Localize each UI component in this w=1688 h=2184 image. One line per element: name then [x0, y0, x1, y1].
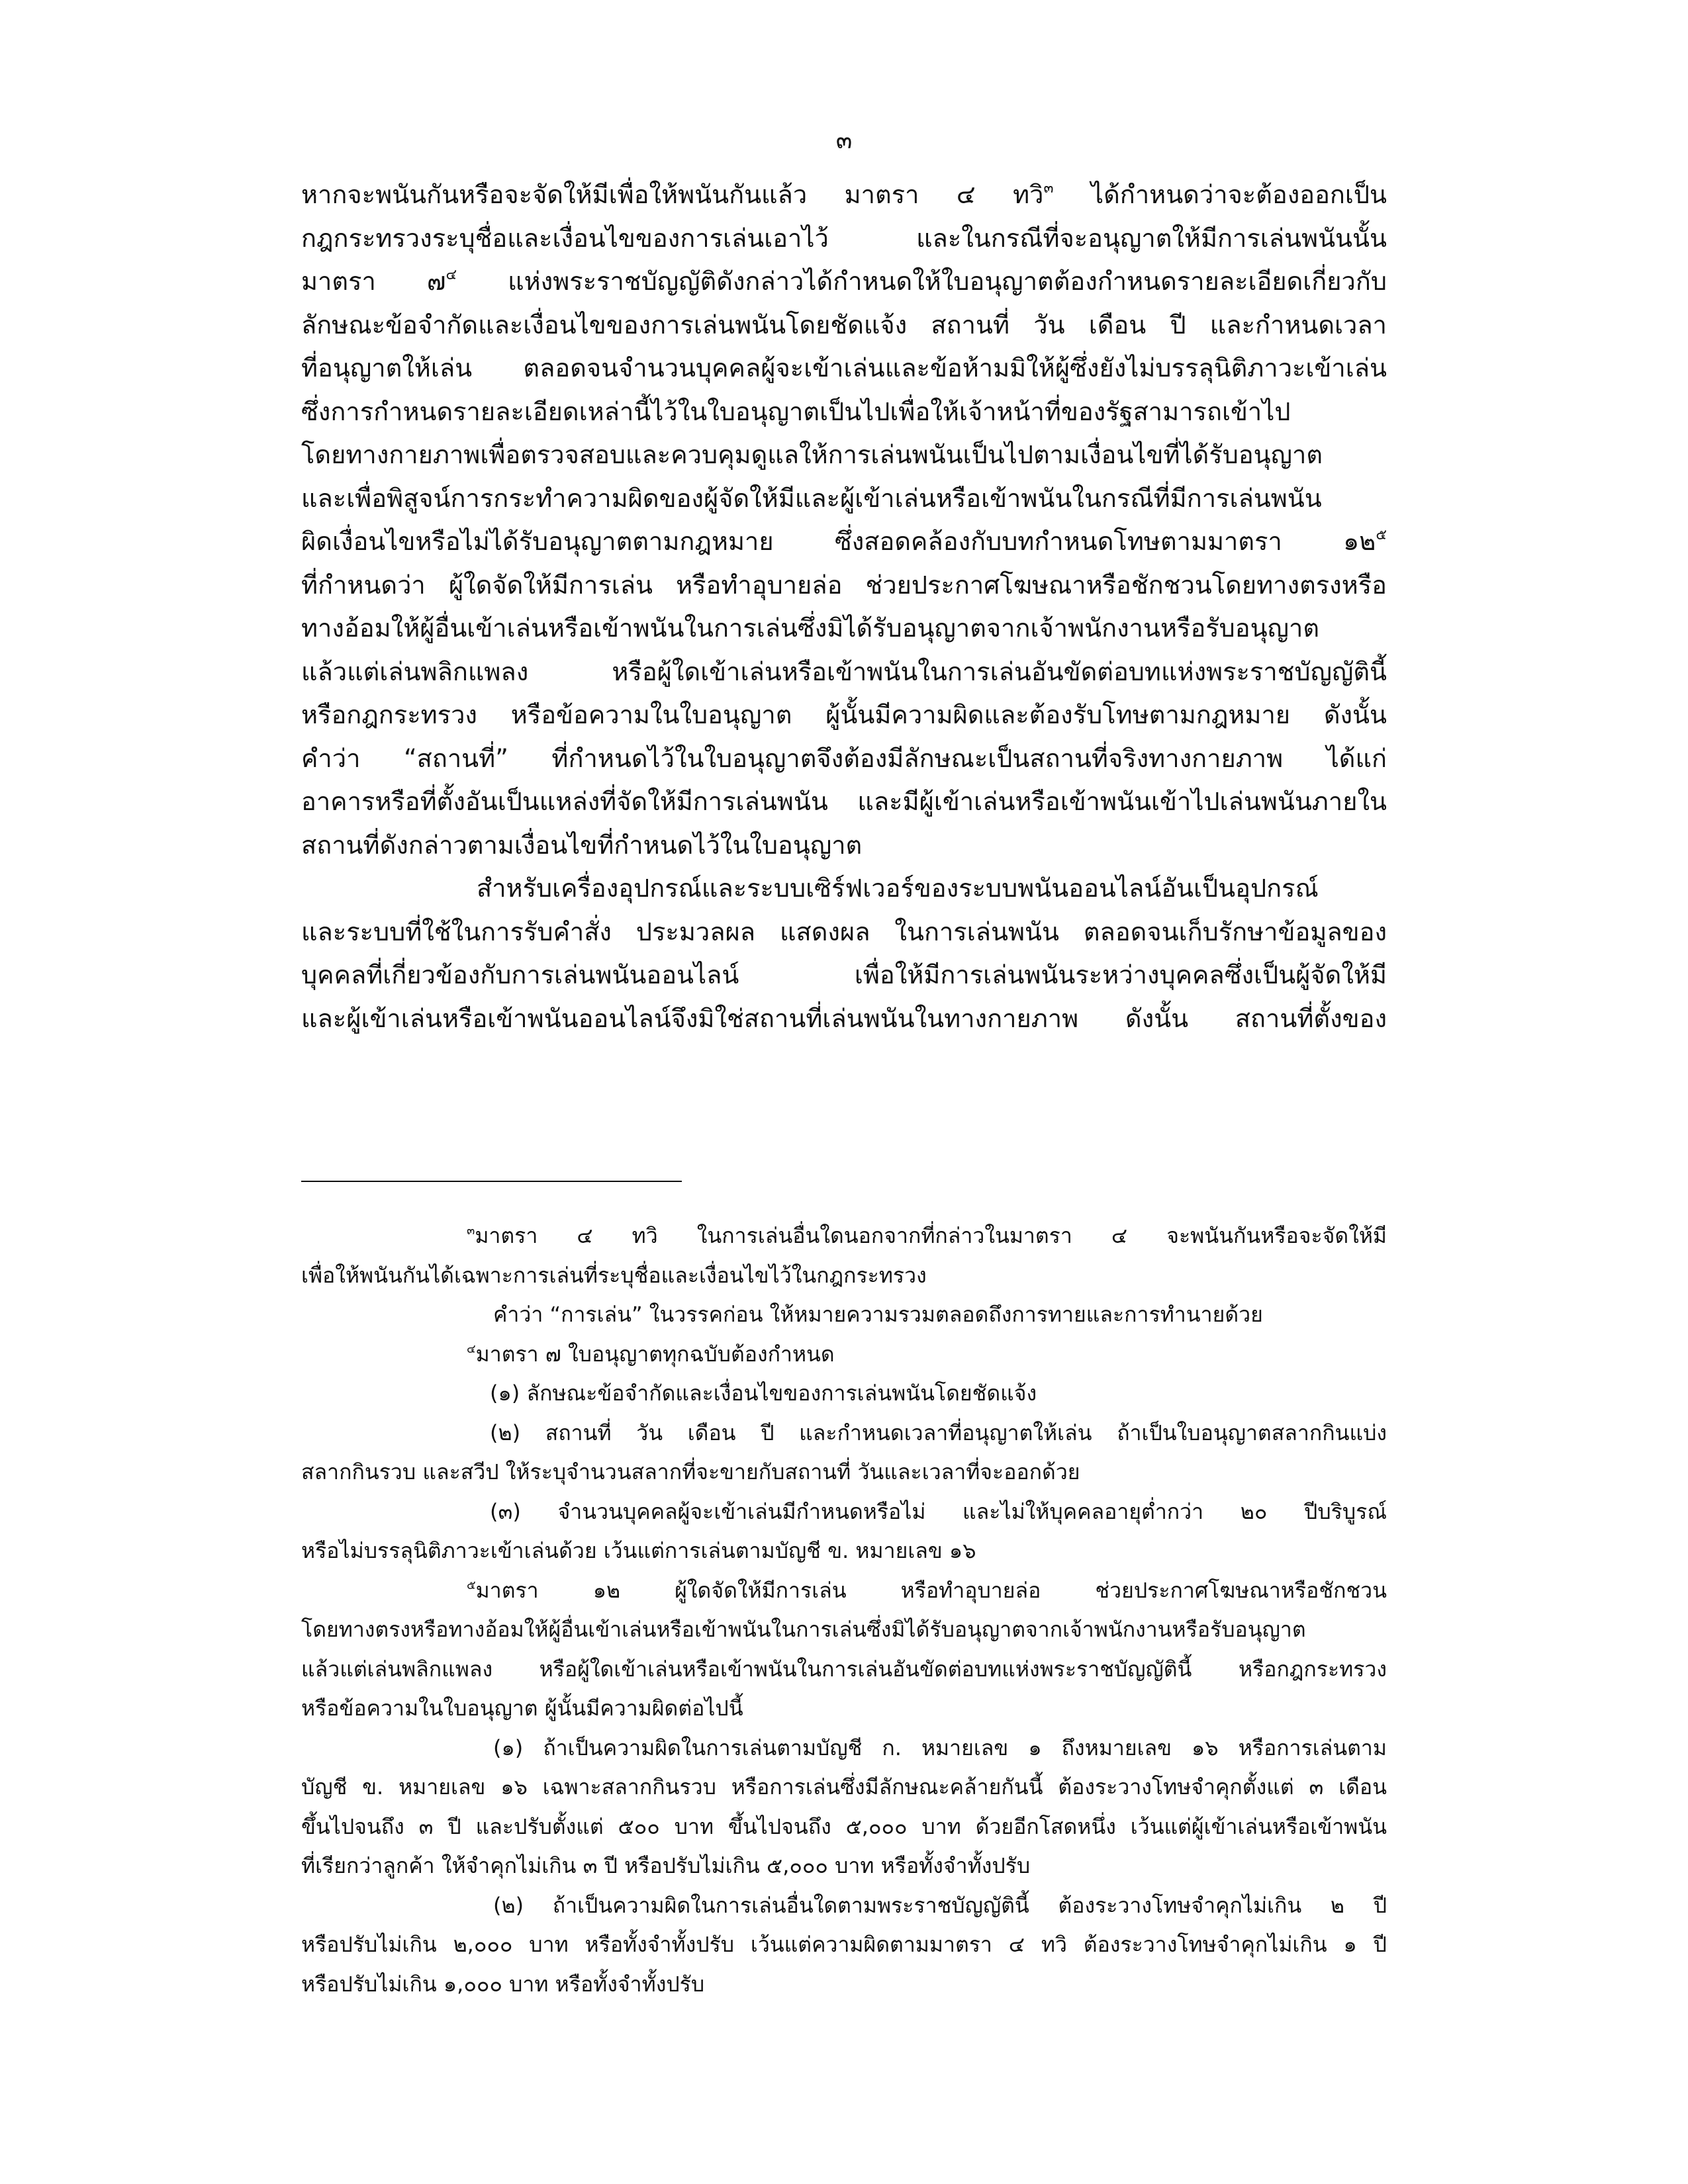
- text-run: มาตรา ๗: [301, 267, 446, 296]
- footnote-line: บัญชี ข. หมายเลข ๑๖ เฉพาะสลากกินรวบ หรือการเล่นซึ่งมีลักษณะคล้ายกันนี้ ต้องระวางโทษจำคุกตั้งแต่ ๓ เดือน: [301, 1774, 1387, 1799]
- footnote-line: แล้วแต่เล่นพลิกแพลง หรือผู้ใดเข้าเล่นหรือเข้าพนันในการเล่นอันขัดต่อบทแห่งพระราชบัญญัตินี้ หรือกฎกระทรวง: [301, 1656, 1387, 1682]
- footnote-line: (๒) ถ้าเป็นความผิดในการเล่นอื่นใดตามพระราชบัญญัตินี้ ต้องระวางโทษจำคุกไม่เกิน ๒ ปี: [493, 1892, 1387, 1918]
- footnote-separator: [301, 1181, 682, 1182]
- footnote-line: ขึ้นไปจนถึง ๓ ปี และปรับตั้งแต่ ๕๐๐ บาท ขึ้นไปจนถึง ๕,๐๐๐ บาท ด้วยอีกโสดหนึ่ง เว้นแต่ผู้เข้าเล่นหรือเข้าพนัน: [301, 1813, 1387, 1839]
- body-line: คำว่า “สถานที่” ที่กำหนดไว้ในใบอนุญาตจึงต้องมีลักษณะเป็นสถานที่จริงทางกายภาพ ได้แก่: [301, 743, 1387, 773]
- body-line: ซึ่งการกำหนดรายละเอียดเหล่านี้ไว้ในใบอนุญาตเป็นไปเพื่อให้เจ้าหน้าที่ของรัฐสามารถเข้าไป: [301, 396, 1291, 426]
- text-run: ผิดเงื่อนไขหรือไม่ได้รับอนุญาตตามกฎหมาย ซึ่งสอดคล้องกับบทกำหนดโทษตามมาตรา ๑๒: [301, 527, 1376, 556]
- footnote-line: หรือปรับไม่เกิน ๒,๐๐๐ บาท หรือทั้งจำทั้งปรับ เว้นแต่ความผิดตามมาตรา ๔ ทวิ ต้องระวางโทษจำคุกไม่เกิน ๑ ปี: [301, 1932, 1387, 1957]
- footnote-5: [301, 1571, 1387, 1611]
- footnote-line: สลากกินรวบ และสวีป ให้ระบุจำนวนสลากที่จะขายกับสถานที่ วันและเวลาที่จะออกด้วย: [301, 1459, 1080, 1484]
- text-run: มาตรา ๗ ใบอนุญาตทุกฉบับต้องกำหนด: [475, 1341, 835, 1367]
- body-line: [301, 173, 1387, 217]
- footnote-ref-5[interactable]: ๕: [1376, 527, 1387, 543]
- footnote-marker-5: ๕: [467, 1578, 476, 1592]
- footnote-line: ที่เรียกว่าลูกค้า ให้จำคุกไม่เกิน ๓ ปี หรือปรับไม่เกิน ๕,๐๐๐ บาท หรือทั้งจำทั้งปรับ: [301, 1853, 1031, 1878]
- footnote-3: [301, 1216, 1387, 1256]
- footnote-marker-4: ๔: [467, 1342, 476, 1356]
- footnote-line: (๒) สถานที่ วัน เดือน ปี และกำหนดเวลาที่อนุญาตให้เล่น ถ้าเป็นใบอนุญาตสลากกินแบ่ง: [490, 1420, 1387, 1445]
- body-line: และระบบที่ใช้ในการรับคำสั่ง ประมวลผล แสดงผล ในการเล่นพนัน ตลอดจนเก็บรักษาข้อมูลของ: [301, 917, 1387, 946]
- footnote-4: [301, 1335, 1387, 1375]
- footnote-line: โดยทางตรงหรือทางอ้อมให้ผู้อื่นเข้าเล่นหรือเข้าพนันในการเล่นซึ่งมิได้รับอนุญาตจากเจ้าพนักงานหรือรับอนุญาต: [301, 1617, 1306, 1642]
- footnote-line: เพื่อให้พนันกันได้เฉพาะการเล่นที่ระบุชื่อและเงื่อนไขไว้ในกฎกระทรวง: [301, 1262, 927, 1288]
- body-line: [301, 520, 1387, 564]
- footnote-line: คำว่า “การเล่น” ในวรรคก่อน ให้หมายความรวมตลอดถึงการทายและการทำนายด้วย: [493, 1302, 1263, 1327]
- footnote-line: หรือไม่บรรลุนิติภาวะเข้าเล่นด้วย เว้นแต่การเล่นตามบัญชี ข. หมายเลข ๑๖: [301, 1538, 976, 1563]
- footnote-line: (๓) จำนวนบุคคลผู้จะเข้าเล่นมีกำหนดหรือไม่ และไม่ให้บุคคลอายุต่ำกว่า ๒๐ ปีบริบูรณ์: [490, 1498, 1387, 1524]
- body-line: กฎกระทรวงระบุชื่อและเงื่อนไขของการเล่นเอาไว้ และในกรณีที่จะอนุญาตให้มีการเล่นพนันนั้น: [301, 223, 1387, 253]
- body-line: หรือกฎกระทรวง หรือข้อความในใบอนุญาต ผู้นั้นมีความผิดและต้องรับโทษตามกฎหมาย ดังนั้น: [301, 700, 1387, 729]
- footnote-ref-3[interactable]: ๓: [1043, 180, 1054, 197]
- text-run: ได้กำหนดว่าจะต้องออกเป็น: [1053, 180, 1387, 209]
- text-run: แห่งพระราชบัญญัติดังกล่าวได้กำหนดให้ใบอนุญาตต้องกำหนดรายละเอียดเกี่ยวกับ: [457, 267, 1387, 296]
- body-line: สำหรับเครื่องอุปกรณ์และระบบเซิร์ฟเวอร์ของระบบพนันออนไลน์อันเป็นอุปกรณ์: [477, 874, 1319, 903]
- body-line: บุคคลที่เกี่ยวข้องกับการเล่นพนันออนไลน์ เพื่อให้มีการเล่นพนันระหว่างบุคคลซึ่งเป็นผู้จัดให้มี: [301, 960, 1387, 989]
- text-run: มาตรา ๔ ทวิ ในการเล่นอื่นใดนอกจากที่กล่าวในมาตรา ๔ จะพนันกันหรือจะจัดให้มี: [475, 1223, 1387, 1248]
- footnotes: [301, 1216, 1387, 2004]
- footnote-line: หรือปรับไม่เกิน ๑,๐๐๐ บาท หรือทั้งจำทั้งปรับ: [301, 1971, 705, 1997]
- footnote-line: (๑) ถ้าเป็นความผิดในการเล่นตามบัญชี ก. หมายเลข ๑ ถึงหมายเลข ๑๖ หรือการเล่นตาม: [493, 1735, 1387, 1760]
- page-number: ๓: [835, 127, 853, 154]
- body-text: [301, 173, 1387, 1040]
- body-line: อาคารหรือที่ตั้งอันเป็นแหล่งที่จัดให้มีการเล่นพนัน และมีผู้เข้าเล่นหรือเข้าพนันเข้าไปเล่นพนันภายใน: [301, 787, 1387, 816]
- footnote-marker-3: ๓: [467, 1224, 475, 1238]
- text-run: หากจะพนันกันหรือจะจัดให้มีเพื่อให้พนันกันแล้ว มาตรา ๔ ทวิ: [301, 180, 1044, 209]
- body-line: สถานที่ดังกล่าวตามเงื่อนไขที่กำหนดไว้ในใบอนุญาต: [301, 830, 863, 860]
- body-line: โดยทางกายภาพเพื่อตรวจสอบและควบคุมดูแลให้การเล่นพนันเป็นไปตามเงื่อนไขที่ได้รับอนุญาต: [301, 440, 1323, 469]
- footnote-line: หรือข้อความในใบอนุญาต ผู้นั้นมีความผิดต่อไปนี้: [301, 1696, 743, 1721]
- footnote-ref-4[interactable]: ๔: [445, 267, 457, 283]
- text-run: มาตรา ๑๒ ผู้ใดจัดให้มีการเล่น หรือทำอุบายล่อ ช่วยประกาศโฆษณาหรือชักชวน: [475, 1577, 1387, 1603]
- body-line: ทางอ้อมให้ผู้อื่นเข้าเล่นหรือเข้าพนันในการเล่นซึ่งมิได้รับอนุญาตจากเจ้าพนักงานหรือรับอนุญาต: [301, 614, 1319, 643]
- body-line: และเพื่อพิสูจน์การกระทำความผิดของผู้จัดให้มีและผู้เข้าเล่นหรือเข้าพนันในกรณีที่มีการเล่นพนัน: [301, 483, 1322, 513]
- body-line: ที่อนุญาตให้เล่น ตลอดจนจำนวนบุคคลผู้จะเข้าเล่นและข้อห้ามมิให้ผู้ซึ่งยังไม่บรรลุนิติภาวะเข้าเล่น: [301, 353, 1387, 383]
- body-line: [301, 260, 1387, 304]
- body-line: แล้วแต่เล่นพลิกแพลง หรือผู้ใดเข้าเล่นหรือเข้าพนันในการเล่นอันขัดต่อบทแห่งพระราชบัญญัตินี้: [301, 657, 1387, 686]
- body-line: ที่กำหนดว่า ผู้ใดจัดให้มีการเล่น หรือทำอุบายล่อ ช่วยประกาศโฆษณาหรือชักชวนโดยทางตรงหรือ: [301, 570, 1387, 600]
- body-line: และผู้เข้าเล่นหรือเข้าพนันออนไลน์จึงมิใช่สถานที่เล่นพนันในทางกายภาพ ดังนั้น สถานที่ตั้งของ: [301, 1003, 1387, 1033]
- footnote-line: (๑) ลักษณะข้อจำกัดและเงื่อนไขของการเล่นพนันโดยชัดแจ้ง: [490, 1381, 1037, 1406]
- body-line: ลักษณะข้อจำกัดและเงื่อนไขของการเล่นพนันโดยชัดแจ้ง สถานที่ วัน เดือน ปี และกำหนดเวลา: [301, 310, 1387, 340]
